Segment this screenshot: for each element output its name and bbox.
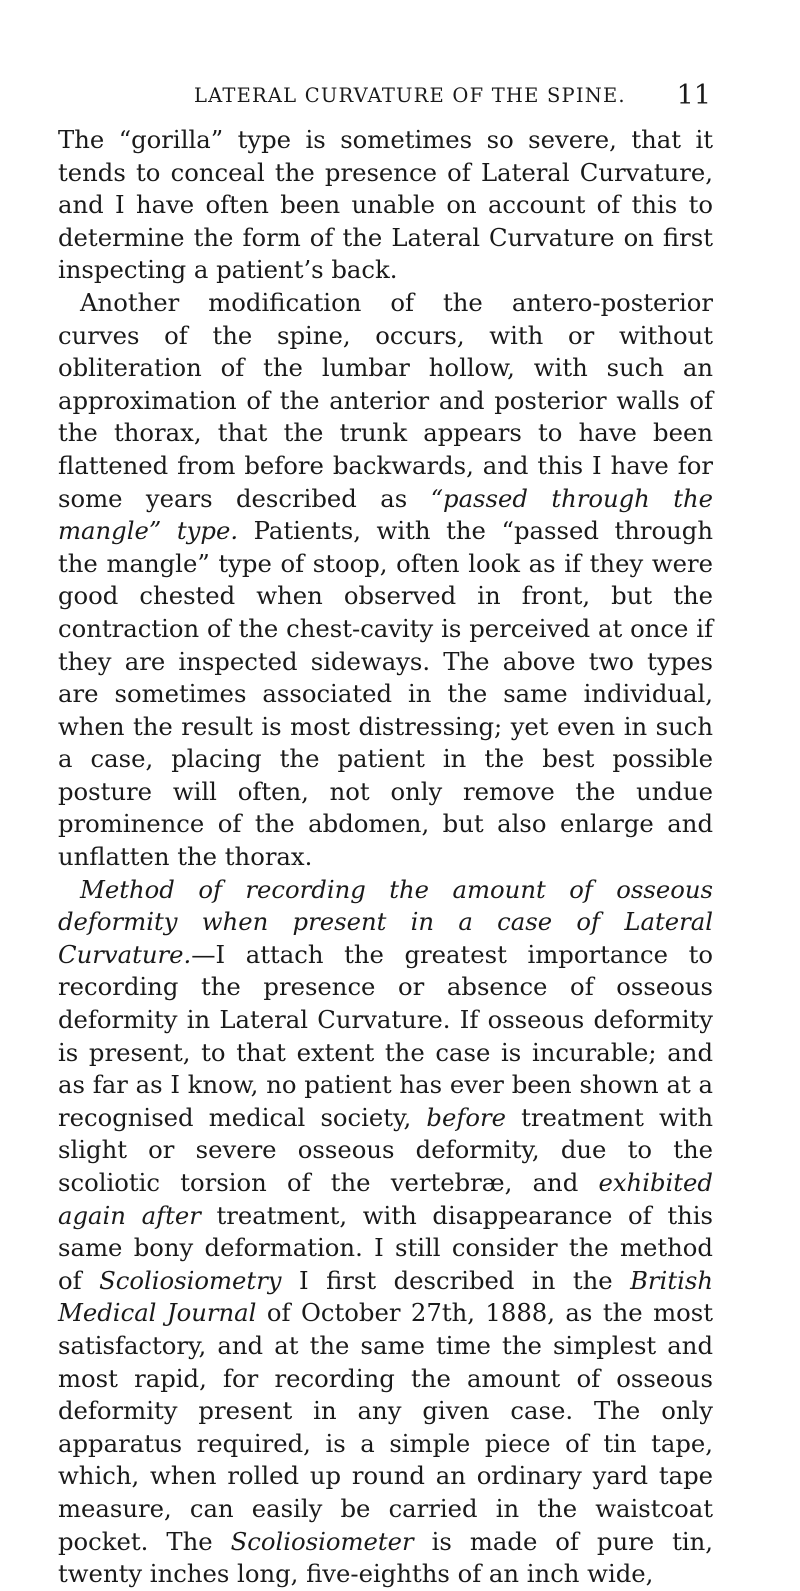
- italic-word-before: before: [426, 1102, 506, 1132]
- italic-term-mangle-type: “passed through the mangle” type.: [58, 483, 713, 546]
- paragraph-text: Another modification of the antero-posterior curves of the spine, occurs, with or without obliteration of the lumbar hollow, with such an approximation of the anterior and posterior walls of the thorax, that the trunk appears to have been flattened from before backwards, and this I have for some years described as: [58, 287, 713, 513]
- paragraph-text: Patients, with the “passed through the mangle” type of stoop, often look as if they were good chested when observed in front, but the contraction of the chest-cavity is perceived at once if they are inspected sideways. The above two types are sometimes associated in the same individual, when the result is most distressing; yet even in such a case, placing the patient in the best possible posture will often, not only remove the undue prominence of the abdomen, but also enlarge and unflatten the thorax.: [58, 516, 713, 872]
- paragraph-text: is made of pure tin, twenty inches long, five-eighths of an inch wide,: [58, 1526, 713, 1589]
- paragraph-text: treatment with slight or severe osseous deformity, due to the scoliotic torsion of the vertebræ, and: [58, 1102, 714, 1197]
- italic-phrase-exhibited-again-after: exhibited again after: [58, 1168, 713, 1230]
- paragraph-text: treatment, with disappearance of this same bony deformation. I still consider the method of: [58, 1200, 713, 1295]
- body-text: [58, 124, 713, 1591]
- section-run-in-heading: Method of recording the amount of osseous deformity when present in a case of Lateral Curvature.: [58, 874, 713, 969]
- paragraph-method-of-recording: [58, 874, 713, 1591]
- page-number: 11: [676, 80, 711, 111]
- paragraph-text: The “gorilla” type is sometimes so severe, that it tends to conceal the presence of Lateral Curvature, and I have often been unable on account of this to determine the form of the Lateral Curvature on first inspecting a patient’s back.: [58, 125, 713, 285]
- italic-journal-title: British Medical Journal: [58, 1265, 713, 1328]
- paragraph-text: —I attach the greatest importance to recording the presence or absence of osseous deformity in Lateral Curvature. If osseous deformity is present, to that extent the case is incurable; and as far as I know, no patient has ever been shown at a recognised medical society,: [58, 939, 713, 1132]
- page-header: [58, 80, 713, 116]
- paragraph-mangle-type: [58, 287, 713, 874]
- italic-term-scoliosiometry: Scoliosiometry: [99, 1265, 282, 1295]
- running-head: LATERAL CURVATURE OF THE SPINE.: [194, 84, 626, 107]
- paragraph-gorilla-type: [58, 124, 713, 287]
- paragraph-text: I first described in the: [281, 1265, 631, 1295]
- italic-term-scoliosiometer: Scoliosiometer: [230, 1526, 414, 1556]
- paragraph-text: of October 27th, 1888, as the most satisfactory, and at the same time the simplest and most rapid, for recording the amount of osseous deformity present in any given case. The only apparatus required, is a simple piece of tin tape, which, when rolled up round an ordinary yard tape measure, can easily be carried in the waistcoat pocket. The: [58, 1298, 713, 1556]
